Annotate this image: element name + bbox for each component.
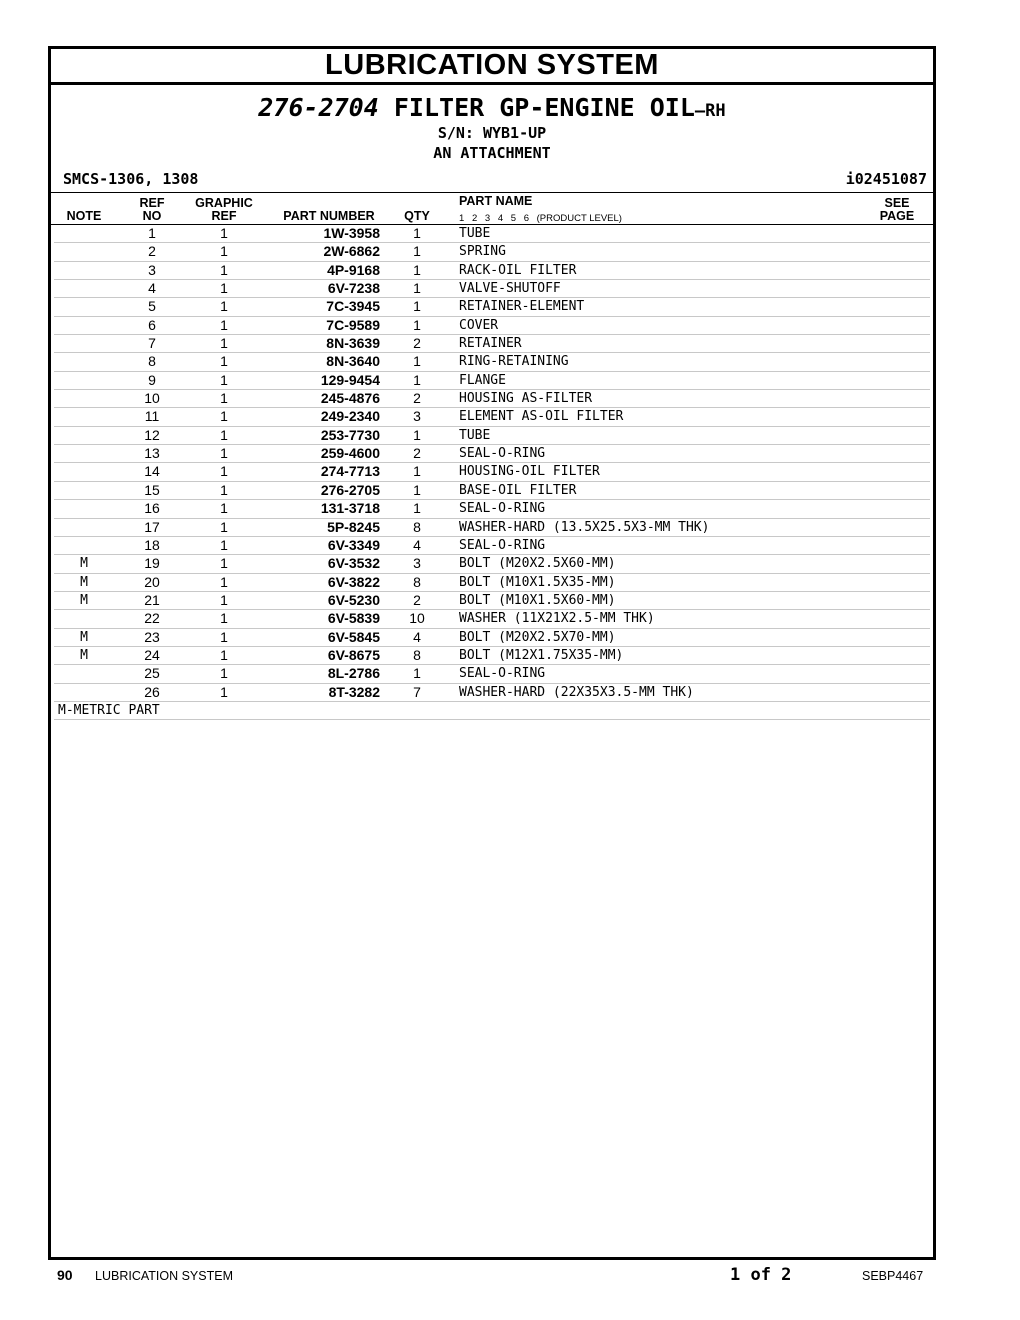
part-name-cell: WASHER-HARD (22X35X3.5-MM THK) [459, 684, 694, 700]
part-name-cell: RETAINER-ELEMENT [459, 299, 585, 315]
ref-no-cell: 14 [144, 463, 160, 480]
footer-page-of: 1 of 2 [730, 1265, 792, 1285]
table-row [54, 574, 930, 592]
group-name: FILTER GP-ENGINE OIL [393, 93, 695, 122]
part-number-cell: 8L-2786 [327, 665, 380, 682]
part-number-cell: 5P-8245 [327, 518, 380, 535]
ref-no-cell: 7 [148, 335, 156, 352]
table-row [54, 427, 930, 445]
part-name-cell: FLANGE [459, 372, 506, 388]
graphic-ref-cell: 1 [220, 280, 228, 297]
group-part-number: 276-2704 [258, 93, 379, 122]
qty-cell: 1 [413, 261, 421, 278]
graphic-ref-cell: 1 [220, 445, 228, 462]
part-name-cell: TUBE [459, 226, 491, 241]
part-name-cell: SEAL-O-RING [459, 501, 546, 517]
table-row [54, 445, 930, 463]
part-number-cell: 8T-3282 [328, 683, 380, 700]
qty-cell: 1 [413, 426, 421, 443]
levels-label: (PRODUCT LEVEL) [536, 213, 622, 224]
part-name-cell: TUBE [459, 427, 491, 443]
group-title [51, 93, 933, 122]
table-row [54, 610, 930, 628]
qty-cell: 1 [413, 481, 421, 498]
qty-cell: 7 [413, 683, 421, 700]
part-number-cell: 8N-3639 [326, 335, 380, 352]
qty-cell: 2 [413, 335, 421, 352]
graphic-ref-cell: 1 [220, 390, 228, 407]
qty-cell: 1 [413, 225, 421, 241]
table-row [54, 335, 930, 353]
qty-cell: 1 [413, 500, 421, 517]
group-header [51, 85, 933, 188]
graphic-ref-cell: 1 [220, 463, 228, 480]
qty-cell: 3 [413, 408, 421, 425]
col-ref-top: REF [139, 196, 165, 210]
col-part-name: PART NAME [459, 194, 533, 208]
ref-no-cell: 21 [144, 591, 160, 608]
ref-no-cell: 5 [148, 298, 156, 315]
table-row [54, 243, 930, 261]
table-row [54, 555, 930, 573]
part-number-cell: 6V-7238 [327, 280, 380, 297]
page-title [51, 49, 933, 85]
part-number-cell: 2W-6862 [323, 243, 380, 260]
ref-no-cell: 22 [144, 610, 160, 627]
col-ref-no [131, 197, 173, 223]
graphic-ref-cell: 1 [220, 426, 228, 443]
part-name-cell: BOLT (M20X2.5X70-MM) [459, 629, 616, 645]
qty-cell: 10 [409, 610, 425, 627]
col-qty: QTY [404, 209, 430, 223]
graphic-ref-cell: 1 [220, 573, 228, 590]
table-row [54, 372, 930, 390]
qty-cell: 8 [413, 573, 421, 590]
ref-no-cell: 15 [144, 481, 160, 498]
part-number-cell: 6V-5230 [327, 591, 380, 608]
graphic-ref-cell: 1 [220, 371, 228, 388]
graphic-ref-cell: 1 [220, 536, 228, 553]
part-number-cell: 8N-3640 [326, 353, 380, 370]
part-number-cell: 6V-3349 [327, 536, 380, 553]
ref-no-cell: 23 [144, 628, 160, 645]
part-number-cell: 6V-8675 [327, 646, 380, 663]
graphic-ref-cell: 1 [220, 353, 228, 370]
graphic-ref-cell: 1 [220, 683, 228, 700]
part-number-cell: 7C-9589 [326, 316, 380, 333]
part-name-cell: ELEMENT AS-OIL FILTER [459, 409, 624, 425]
part-number-cell: 259-4600 [320, 445, 380, 462]
footnote-row [54, 702, 930, 720]
qty-cell: 1 [413, 665, 421, 682]
part-number-cell: 6V-5845 [327, 628, 380, 645]
column-header [51, 192, 933, 225]
part-name-cell: BASE-OIL FILTER [459, 482, 577, 498]
qty-cell: 4 [413, 536, 421, 553]
graphic-ref-cell: 1 [220, 408, 228, 425]
ref-no-cell: 16 [144, 500, 160, 517]
part-name-cell: RACK-OIL FILTER [459, 262, 577, 278]
part-name-cell: SEAL-O-RING [459, 666, 546, 682]
qty-cell: 2 [413, 445, 421, 462]
group-suffix: –RH [694, 101, 726, 121]
graphic-ref-cell: 1 [220, 518, 228, 535]
footer-section: LUBRICATION SYSTEM [95, 1269, 233, 1283]
part-number-cell: 6V-3532 [327, 555, 380, 572]
part-name-cell: HOUSING AS-FILTER [459, 391, 593, 407]
part-number-cell: 274-7713 [320, 463, 380, 480]
page-footer [0, 1265, 1020, 1289]
part-number-cell: 6V-3822 [327, 573, 380, 590]
parts-table [54, 225, 930, 720]
part-name-cell: RING-RETAINING [459, 354, 569, 370]
qty-cell: 1 [413, 463, 421, 480]
note-cell: M [80, 629, 88, 645]
page-title-text: LUBRICATION SYSTEM [325, 49, 659, 81]
ref-no-cell: 25 [144, 665, 160, 682]
ref-no-cell: 19 [144, 555, 160, 572]
table-row [54, 390, 930, 408]
col-ref-bottom: NO [142, 209, 162, 223]
ref-no-cell: 3 [148, 261, 156, 278]
illustration-id: i02451087 [845, 170, 927, 188]
graphic-ref-cell: 1 [220, 261, 228, 278]
qty-cell: 4 [413, 628, 421, 645]
qty-cell: 1 [413, 371, 421, 388]
table-row [54, 684, 930, 702]
graphic-ref-cell: 1 [220, 591, 228, 608]
table-row [54, 408, 930, 426]
serial-number: S/N: WYB1-UP [437, 124, 547, 142]
part-name-cell: SPRING [459, 244, 506, 260]
col-product-levels [459, 212, 622, 225]
ref-no-cell: 12 [144, 426, 160, 443]
graphic-ref-cell: 1 [220, 335, 228, 352]
table-row [54, 280, 930, 298]
table-row [54, 519, 930, 537]
col-graphic-ref [189, 197, 259, 223]
table-row [54, 317, 930, 335]
part-name-cell: VALVE-SHUTOFF [459, 281, 561, 297]
ref-no-cell: 13 [144, 445, 160, 462]
part-number-cell: 1W-3958 [323, 225, 380, 241]
ref-no-cell: 20 [144, 573, 160, 590]
part-name-cell: RETAINER [459, 336, 522, 352]
part-number-cell: 245-4876 [320, 390, 380, 407]
qty-cell: 8 [413, 646, 421, 663]
ref-no-cell: 11 [144, 408, 160, 425]
col-note: NOTE [66, 209, 102, 223]
graphic-ref-cell: 1 [220, 646, 228, 663]
ref-no-cell: 9 [148, 371, 156, 388]
part-name-cell: WASHER-HARD (13.5X25.5X3-MM THK) [459, 519, 710, 535]
part-number-cell: 131-3718 [320, 500, 380, 517]
note-cell: M [80, 556, 88, 572]
table-row [54, 629, 930, 647]
ref-no-cell: 2 [148, 243, 156, 260]
table-row [54, 537, 930, 555]
ref-no-cell: 24 [144, 646, 160, 663]
part-name-cell: BOLT (M10X1.5X35-MM) [459, 574, 616, 590]
part-number-cell: 4P-9168 [327, 261, 380, 278]
part-name-cell: BOLT (M20X2.5X60-MM) [459, 556, 616, 572]
level-2: 2 [471, 213, 478, 224]
ref-no-cell: 17 [144, 518, 160, 535]
level-4: 4 [497, 213, 504, 224]
ref-no-cell: 8 [148, 353, 156, 370]
graphic-ref-cell: 1 [220, 298, 228, 315]
graphic-ref-cell: 1 [220, 243, 228, 260]
col-graphic-bottom: REF [211, 209, 237, 223]
page-frame [48, 46, 936, 1260]
part-name-cell: BOLT (M12X1.75X35-MM) [459, 647, 624, 663]
col-see-page [877, 197, 917, 223]
note-cell: M [80, 574, 88, 590]
qty-cell: 2 [413, 390, 421, 407]
part-number-cell: 129-9454 [320, 371, 380, 388]
graphic-ref-cell: 1 [220, 225, 228, 241]
level-3: 3 [484, 213, 491, 224]
col-part-number: PART NUMBER [283, 209, 375, 223]
qty-cell: 3 [413, 555, 421, 572]
graphic-ref-cell: 1 [220, 610, 228, 627]
table-row [54, 298, 930, 316]
footer-page-number: 90 [57, 1267, 73, 1283]
col-see-bottom: PAGE [879, 209, 915, 223]
level-1: 1 [459, 213, 465, 224]
col-see-top: SEE [884, 196, 910, 210]
table-row [54, 353, 930, 371]
qty-cell: 1 [413, 353, 421, 370]
ref-no-cell: 10 [144, 390, 160, 407]
part-name-cell: BOLT (M10X1.5X60-MM) [459, 592, 616, 608]
metric-footnote: M-METRIC PART [58, 702, 160, 718]
level-6: 6 [523, 213, 529, 224]
footer-doc-number: SEBP4467 [862, 1269, 924, 1283]
qty-cell: 2 [413, 591, 421, 608]
part-number-cell: 7C-3945 [326, 298, 380, 315]
table-row [54, 262, 930, 280]
ref-no-cell: 6 [148, 316, 156, 333]
graphic-ref-cell: 1 [220, 628, 228, 645]
ref-no-cell: 4 [148, 280, 156, 297]
qty-cell: 1 [413, 280, 421, 297]
table-row [54, 482, 930, 500]
part-name-cell: WASHER (11X21X2.5-MM THK) [459, 611, 655, 627]
part-name-cell: COVER [459, 317, 499, 333]
note-cell: M [80, 592, 88, 608]
qty-cell: 8 [413, 518, 421, 535]
part-name-cell: SEAL-O-RING [459, 446, 546, 462]
part-number-cell: 253-7730 [320, 426, 380, 443]
graphic-ref-cell: 1 [220, 500, 228, 517]
table-row [54, 647, 930, 665]
ref-no-cell: 1 [148, 225, 156, 241]
part-number-cell: 276-2705 [320, 481, 380, 498]
table-row [54, 592, 930, 610]
note-cell: M [80, 647, 88, 663]
graphic-ref-cell: 1 [220, 555, 228, 572]
smcs-code: SMCS-1306, 1308 [63, 170, 199, 188]
qty-cell: 1 [413, 298, 421, 315]
level-5: 5 [510, 213, 517, 224]
part-name-cell: SEAL-O-RING [459, 537, 546, 553]
graphic-ref-cell: 1 [220, 316, 228, 333]
qty-cell: 1 [413, 243, 421, 260]
part-number-cell: 6V-5839 [327, 610, 380, 627]
part-number-cell: 249-2340 [320, 408, 380, 425]
table-row [54, 500, 930, 518]
graphic-ref-cell: 1 [220, 665, 228, 682]
graphic-ref-cell: 1 [220, 481, 228, 498]
attachment-note: AN ATTACHMENT [433, 144, 551, 162]
table-row [54, 665, 930, 683]
table-row [54, 225, 930, 243]
ref-no-cell: 26 [144, 683, 160, 700]
part-name-cell: HOUSING-OIL FILTER [459, 464, 600, 480]
col-graphic-top: GRAPHIC [195, 196, 253, 210]
ref-no-cell: 18 [144, 536, 160, 553]
qty-cell: 1 [413, 316, 421, 333]
table-row [54, 463, 930, 481]
